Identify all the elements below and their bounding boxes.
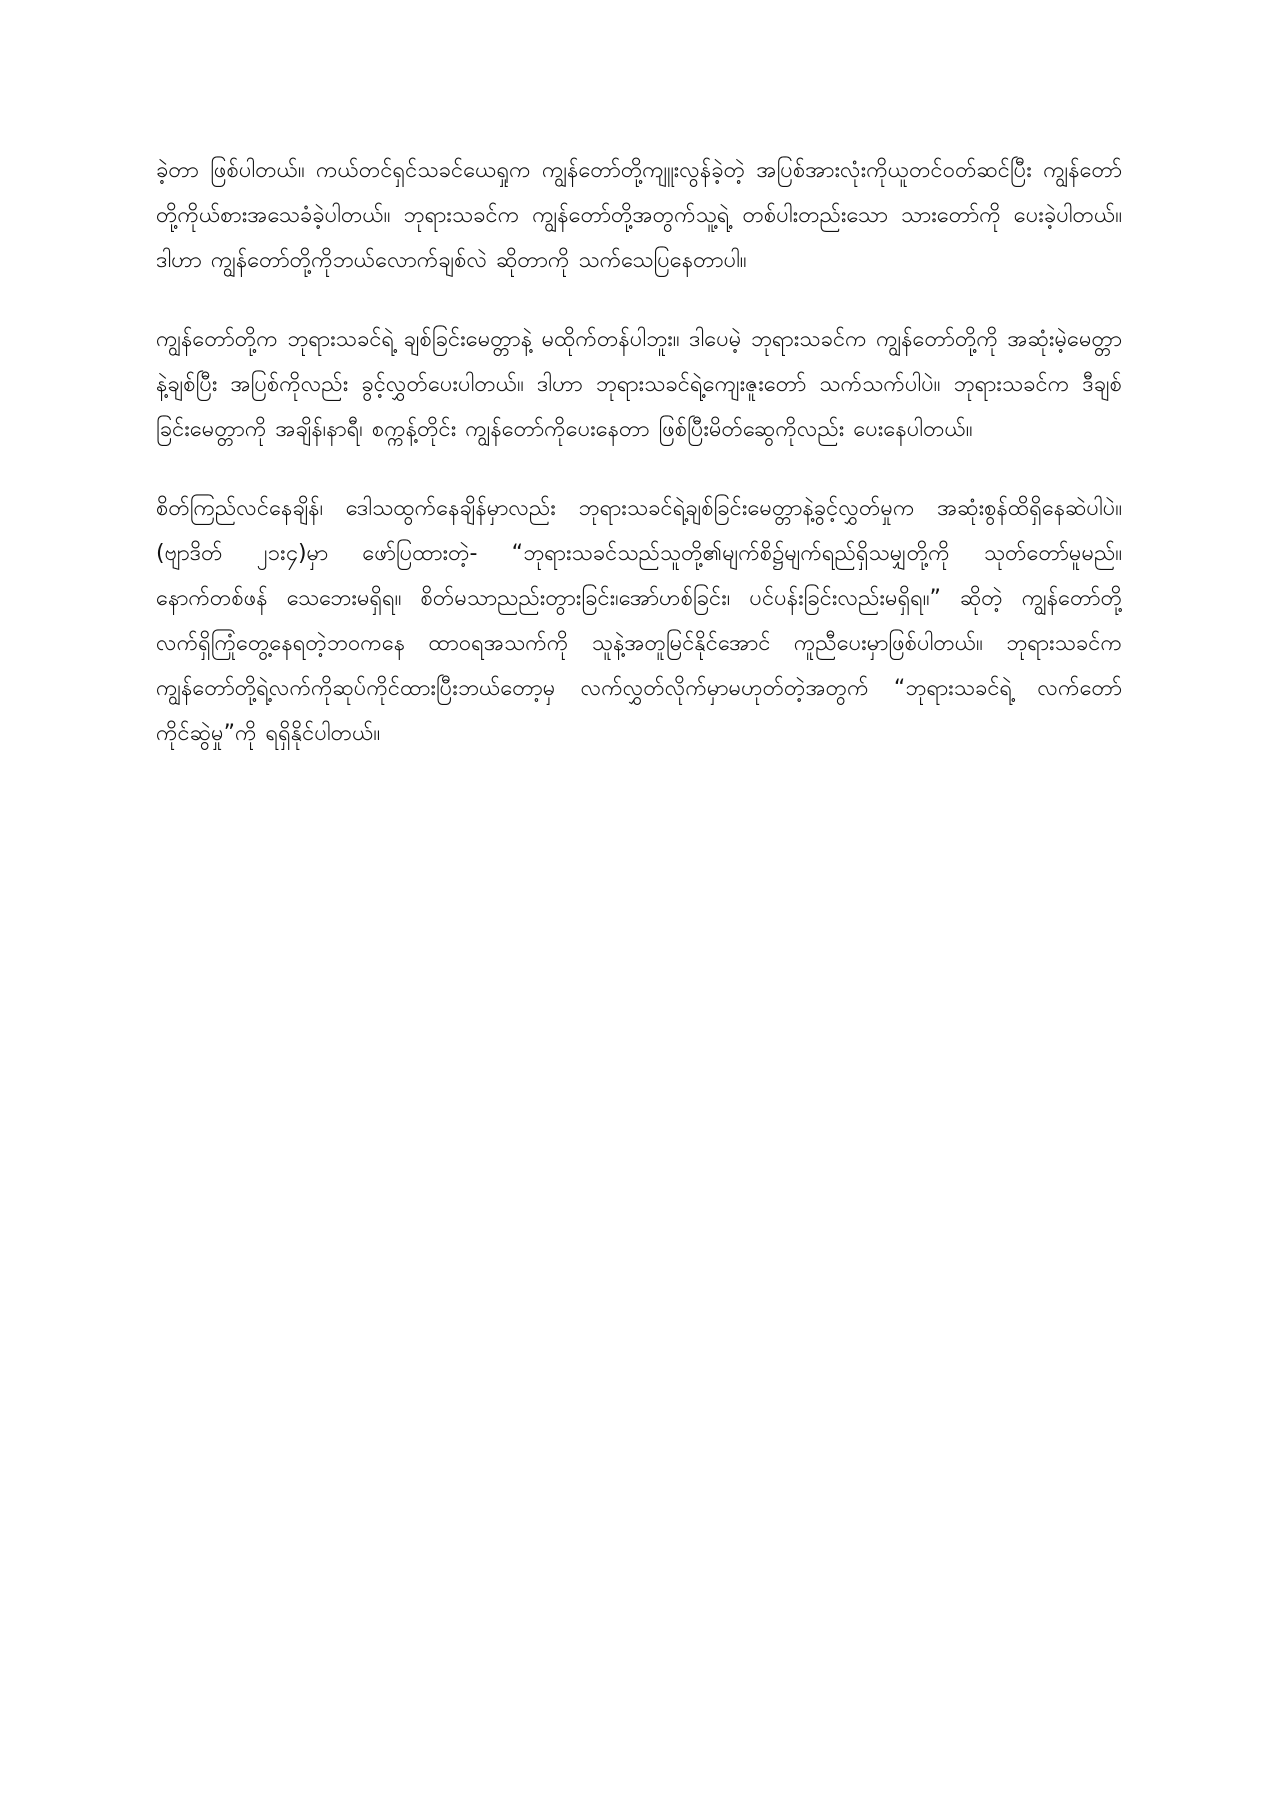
paragraph-1: ခဲ့တာ ဖြစ်ပါတယ်။ ကယ်တင်ရှင်သခင်ယေရှုက ကျွန်တော်တို့ကျူးလွန်ခဲ့တဲ့ အပြစ်အားလုံးကိုယူတင်ဝတ်ဆင်ပြီး ကျွန်တော်တို့ကိုယ်စားအသေခံခဲ့ပါတယ်။ ဘုရားသခင်က ကျွန်တော်တို့အတွက်သူ့ရဲ့ တစ်ပါးတည်းသော သားတော်ကို ပေးခဲ့ပါတယ်။ ဒါဟာ ကျွန်တော်တို့ကိုဘယ်လောက်ချစ်လဲ ဆိုတာကို သက်သေပြနေတာပါ။ [156, 158, 1122, 273]
paragraph-3: စိတ်ကြည်လင်နေချိန်၊ ဒေါသထွက်နေချိန်မှာလည်း ဘုရားသခင်ရဲ့ချစ်ခြင်းမေတ္တာနဲ့ခွင့်လွှတ်မှုက အဆုံးစွန်ထိရှိနေဆဲပါပဲ။ (ဗျာဒိတ် ၂၁း၄)မှာ ဖော်ပြထားတဲ့- “ဘုရားသခင်သည်သူတို့၏မျက်စိ၌မျက်ရည်ရှိသမျှတို့ကို သုတ်တော်မူမည်။ နောက်တစ်ဖန် သေဘေးမရှိရ။ စိတ်မသာညည်းတွားခြင်း၊အော်ဟစ်ခြင်း၊ ပင်ပန်းခြင်းလည်းမရှိရ။” ဆိုတဲ့ ကျွန်တော်တို့ လက်ရှိကြုံတွေ့နေရတဲ့ဘဝကနေ ထာဝရအသက်ကို သူနဲ့အတူမြင်နိုင်အောင် ကူညီပေးမှာဖြစ်ပါတယ်။ ဘုရားသခင်ကကျွန်တော်တို့ရဲ့လက်ကိုဆုပ်ကိုင်ထားပြီးဘယ်တော့မှ လက်လွှတ်လိုက်မှာမဟုတ်တဲ့အတွက် “ဘုရားသခင်ရဲ့ လက်တော်ကိုင်ဆွဲမှု”ကို ရရှိနိုင်ပါတယ်။ [156, 496, 1122, 746]
document-body [156, 148, 1122, 790]
paragraph-2: ကျွန်တော်တို့က ဘုရားသခင်ရဲ့ ချစ်ခြင်းမေတ္တာနဲ့ မထိုက်တန်ပါဘူး။ ဒါပေမဲ့ ဘုရားသခင်က ကျွန်တော်တို့ကို အဆုံးမဲ့မေတ္တာနဲ့ချစ်ပြီး အပြစ်ကိုလည်း ခွင့်လွှတ်ပေးပါတယ်။ ဒါဟာ ဘုရားသခင်ရဲ့ကျေးဇူးတော် သက်သက်ပါပဲ။ ဘုရားသခင်က ဒီချစ်ခြင်းမေတ္တာကို အချိန်၊နာရီ၊ စက္ကန့်တိုင်း ကျွန်တော်ကိုပေးနေတာ ဖြစ်ပြီးမိတ်ဆွေကိုလည်း ပေးနေပါတယ်။ [156, 327, 1122, 442]
